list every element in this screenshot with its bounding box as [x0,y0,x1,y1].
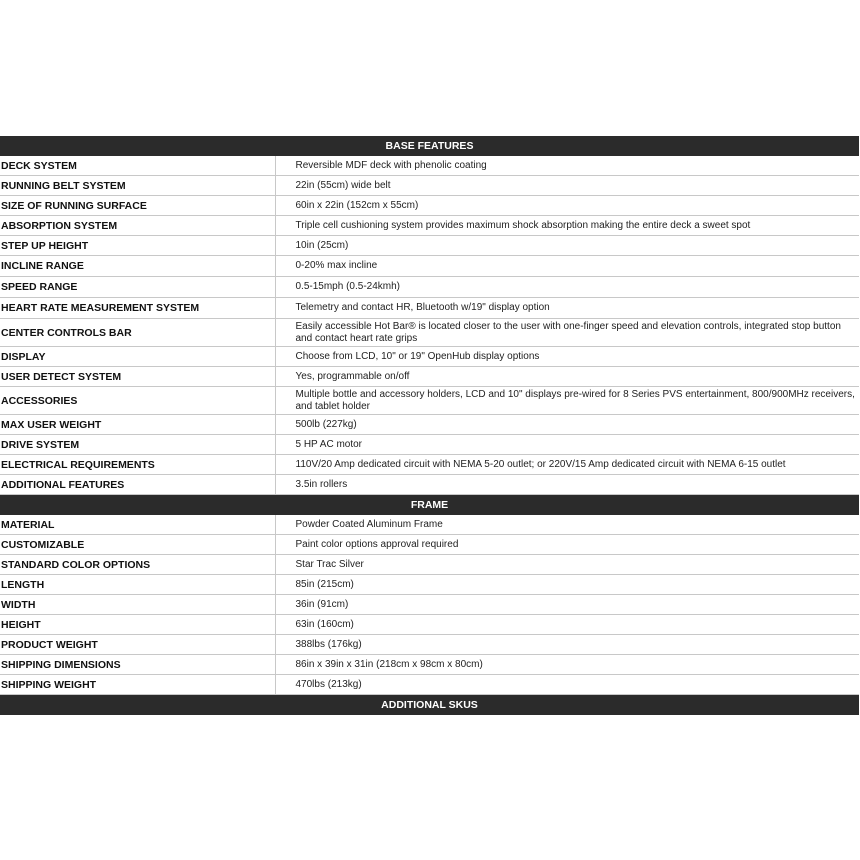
spec-label: HEIGHT [0,615,275,635]
spec-label: DRIVE SYSTEM [0,435,275,455]
spec-row [0,515,859,535]
spec-label: DISPLAY [0,347,275,367]
spec-value: Choose from LCD, 10" or 19" OpenHub display options [275,347,859,367]
spec-row [0,675,859,695]
spec-value: 3.5in rollers [275,475,859,495]
spec-value: Yes, programmable on/off [275,367,859,387]
spec-row [0,575,859,595]
spec-label: SHIPPING WEIGHT [0,675,275,695]
spec-label: SHIPPING DIMENSIONS [0,655,275,675]
spec-row [0,555,859,575]
spec-row [0,475,859,495]
spec-value: 5 HP AC motor [275,435,859,455]
spec-label: SPEED RANGE [0,277,275,298]
spec-label: ADDITIONAL FEATURES [0,475,275,495]
spec-value: 388lbs (176kg) [275,635,859,655]
spec-label: HEART RATE MEASUREMENT SYSTEM [0,298,275,319]
spec-row [0,635,859,655]
spec-label: PRODUCT WEIGHT [0,635,275,655]
spec-row [0,216,859,236]
spec-row [0,367,859,387]
spec-label: MATERIAL [0,515,275,535]
spec-row [0,615,859,635]
spec-value: Triple cell cushioning system provides maximum shock absorption making the entire deck a sweet spot [275,216,859,236]
spec-label: INCLINE RANGE [0,256,275,277]
spec-value: Paint color options approval required [275,535,859,555]
section-title: FRAME [0,495,859,515]
spec-row [0,535,859,555]
spec-row [0,256,859,277]
spec-value: Star Trac Silver [275,555,859,575]
spec-value: Telemetry and contact HR, Bluetooth w/19" display option [275,298,859,319]
section-header-base-features [0,136,859,156]
spec-row [0,277,859,298]
spec-value: Reversible MDF deck with phenolic coating [275,156,859,176]
spec-label: USER DETECT SYSTEM [0,367,275,387]
spec-row [0,595,859,615]
spec-label: ELECTRICAL REQUIREMENTS [0,455,275,475]
spec-label: SIZE OF RUNNING SURFACE [0,196,275,216]
spec-value: Easily accessible Hot Bar® is located closer to the user with one-finger speed and elevation controls, integrated stop button and contact heart rate grips [275,319,859,347]
spec-row [0,298,859,319]
spec-row [0,236,859,256]
spec-value: 36in (91cm) [275,595,859,615]
spec-value: 22in (55cm) wide belt [275,176,859,196]
spec-row [0,415,859,435]
spec-label: MAX USER WEIGHT [0,415,275,435]
spec-label: STEP UP HEIGHT [0,236,275,256]
section-title: ADDITIONAL SKUS [0,695,859,715]
spec-row [0,435,859,455]
spec-row [0,319,859,347]
spec-row [0,455,859,475]
spec-label: ABSORPTION SYSTEM [0,216,275,236]
spec-value: 86in x 39in x 31in (218cm x 98cm x 80cm) [275,655,859,675]
spec-value: 85in (215cm) [275,575,859,595]
spec-value: Multiple bottle and accessory holders, LCD and 10" displays pre-wired for 8 Series PVS entertainment, 800/900MHz receivers, and tablet holder [275,387,859,415]
spec-row [0,156,859,176]
section-header-additional-skus [0,695,859,715]
spec-row [0,387,859,415]
spec-value: 63in (160cm) [275,615,859,635]
spec-row [0,655,859,675]
spec-value: 10in (25cm) [275,236,859,256]
spec-row [0,176,859,196]
spec-value: 0.5-15mph (0.5-24kmh) [275,277,859,298]
spec-value: 60in x 22in (152cm x 55cm) [275,196,859,216]
section-header-frame [0,495,859,515]
spec-value: 110V/20 Amp dedicated circuit with NEMA 5-20 outlet; or 220V/15 Amp dedicated circuit with NEMA 6-15 outlet [275,455,859,475]
spec-label: DECK SYSTEM [0,156,275,176]
spec-value: 470lbs (213kg) [275,675,859,695]
spec-value: Powder Coated Aluminum Frame [275,515,859,535]
spec-label: WIDTH [0,595,275,615]
spec-label: CENTER CONTROLS BAR [0,319,275,347]
spec-row [0,347,859,367]
spec-row [0,196,859,216]
spec-label: ACCESSORIES [0,387,275,415]
spec-label: CUSTOMIZABLE [0,535,275,555]
spec-value: 0-20% max incline [275,256,859,277]
spec-table [0,136,859,715]
spec-label: RUNNING BELT SYSTEM [0,176,275,196]
spec-value: 500lb (227kg) [275,415,859,435]
spec-label: LENGTH [0,575,275,595]
spec-label: STANDARD COLOR OPTIONS [0,555,275,575]
section-title: BASE FEATURES [0,136,859,156]
